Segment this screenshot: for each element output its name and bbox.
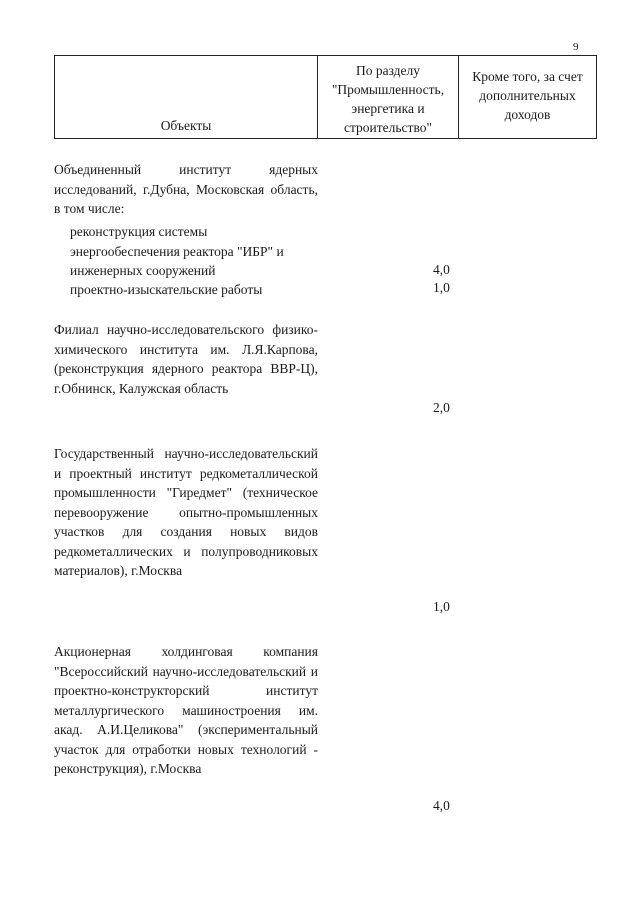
column-header-extra-label: Кроме того, за счет дополнительных доходов [472, 69, 583, 122]
entry-value: 1,0 [433, 280, 450, 295]
entry-text: Государственный научно-исследовательский и проектный институт редкометаллической промышленности "Гиредмет" (техническое перевооружение опытно-промышленных участков для создания новых видов редкометаллических и полупроводниковых материалов), г.Москва [54, 446, 318, 579]
column-header-extra [458, 55, 597, 139]
column-header-section [317, 55, 459, 139]
column-header-objects [54, 55, 318, 139]
entry-text: Объединенный институт ядерных исследований, г.Дубна, Московская область, в том числе: [54, 162, 318, 217]
entry-value: 4,0 [433, 798, 450, 813]
subitem-text: реконструкция системы энергообеспечения реактора "ИБР" и инженерных сооружений [70, 224, 284, 279]
entry-value: 2,0 [433, 400, 450, 415]
entry-text: Филиал научно-исследовательского физико-химического института им. Л.Я.Карпова, (реконструкция ядерного реактора ВВР-Ц), г.Обнинск, Калужская область [54, 322, 318, 396]
subitem-text: проектно-изыскательские работы [70, 282, 263, 297]
entry-text: Акционерная холдинговая компания "Всероссийский научно-исследовательский и проектно-конструкторский институт металлургического машиностроения им. акад. А.И.Целикова" (экспериментальный участок для отработки новых технологий - реконструкция), г.Москва [54, 644, 318, 777]
page-number: 9 [573, 41, 579, 53]
column-header-section-label: По разделу "Промышленность, энергетика и строительство" [331, 63, 445, 135]
column-header-objects-label: Объекты [160, 118, 212, 133]
entry-value: 4,0 [433, 262, 450, 277]
entry-value: 1,0 [433, 599, 450, 614]
